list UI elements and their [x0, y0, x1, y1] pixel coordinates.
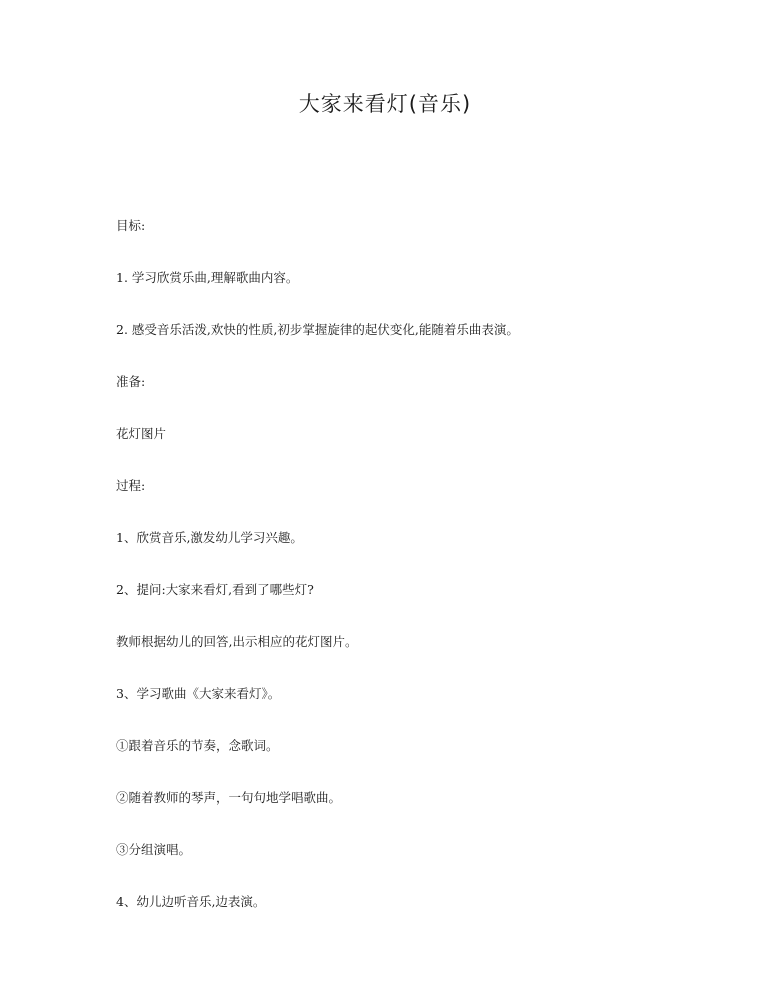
document-title: 大家来看灯(音乐): [298, 92, 472, 116]
process-step-4: 4、幼儿边听音乐,边表演。: [116, 894, 266, 909]
section-heading-process: 过程:: [116, 478, 146, 493]
process-substep-3: ③分组演唱。: [116, 842, 192, 857]
process-step-1: 1、欣赏音乐,激发幼儿学习兴趣。: [116, 530, 303, 545]
process-step-2: 2、提问:大家来看灯,看到了哪些灯?: [116, 582, 314, 597]
process-substep-1: ①跟着音乐的节奏，念歌词。: [116, 738, 279, 753]
preparation-item: 花灯图片: [116, 426, 167, 441]
goal-item-1: 1. 学习欣赏乐曲,理解歌曲内容。: [116, 270, 299, 285]
section-heading-preparation: 准备:: [116, 374, 146, 389]
process-substep-2: ②随着教师的琴声，一句句地学唱歌曲。: [116, 790, 342, 805]
goal-item-2: 2. 感受音乐活泼,欢快的性质,初步掌握旋律的起伏变化,能随着乐曲表演。: [116, 322, 519, 337]
section-heading-goals: 目标:: [116, 218, 146, 233]
process-step-3: 3、学习歌曲《大家来看灯》。: [116, 686, 281, 701]
process-step-2-note: 教师根据幼儿的回答,出示相应的花灯图片。: [116, 634, 358, 649]
